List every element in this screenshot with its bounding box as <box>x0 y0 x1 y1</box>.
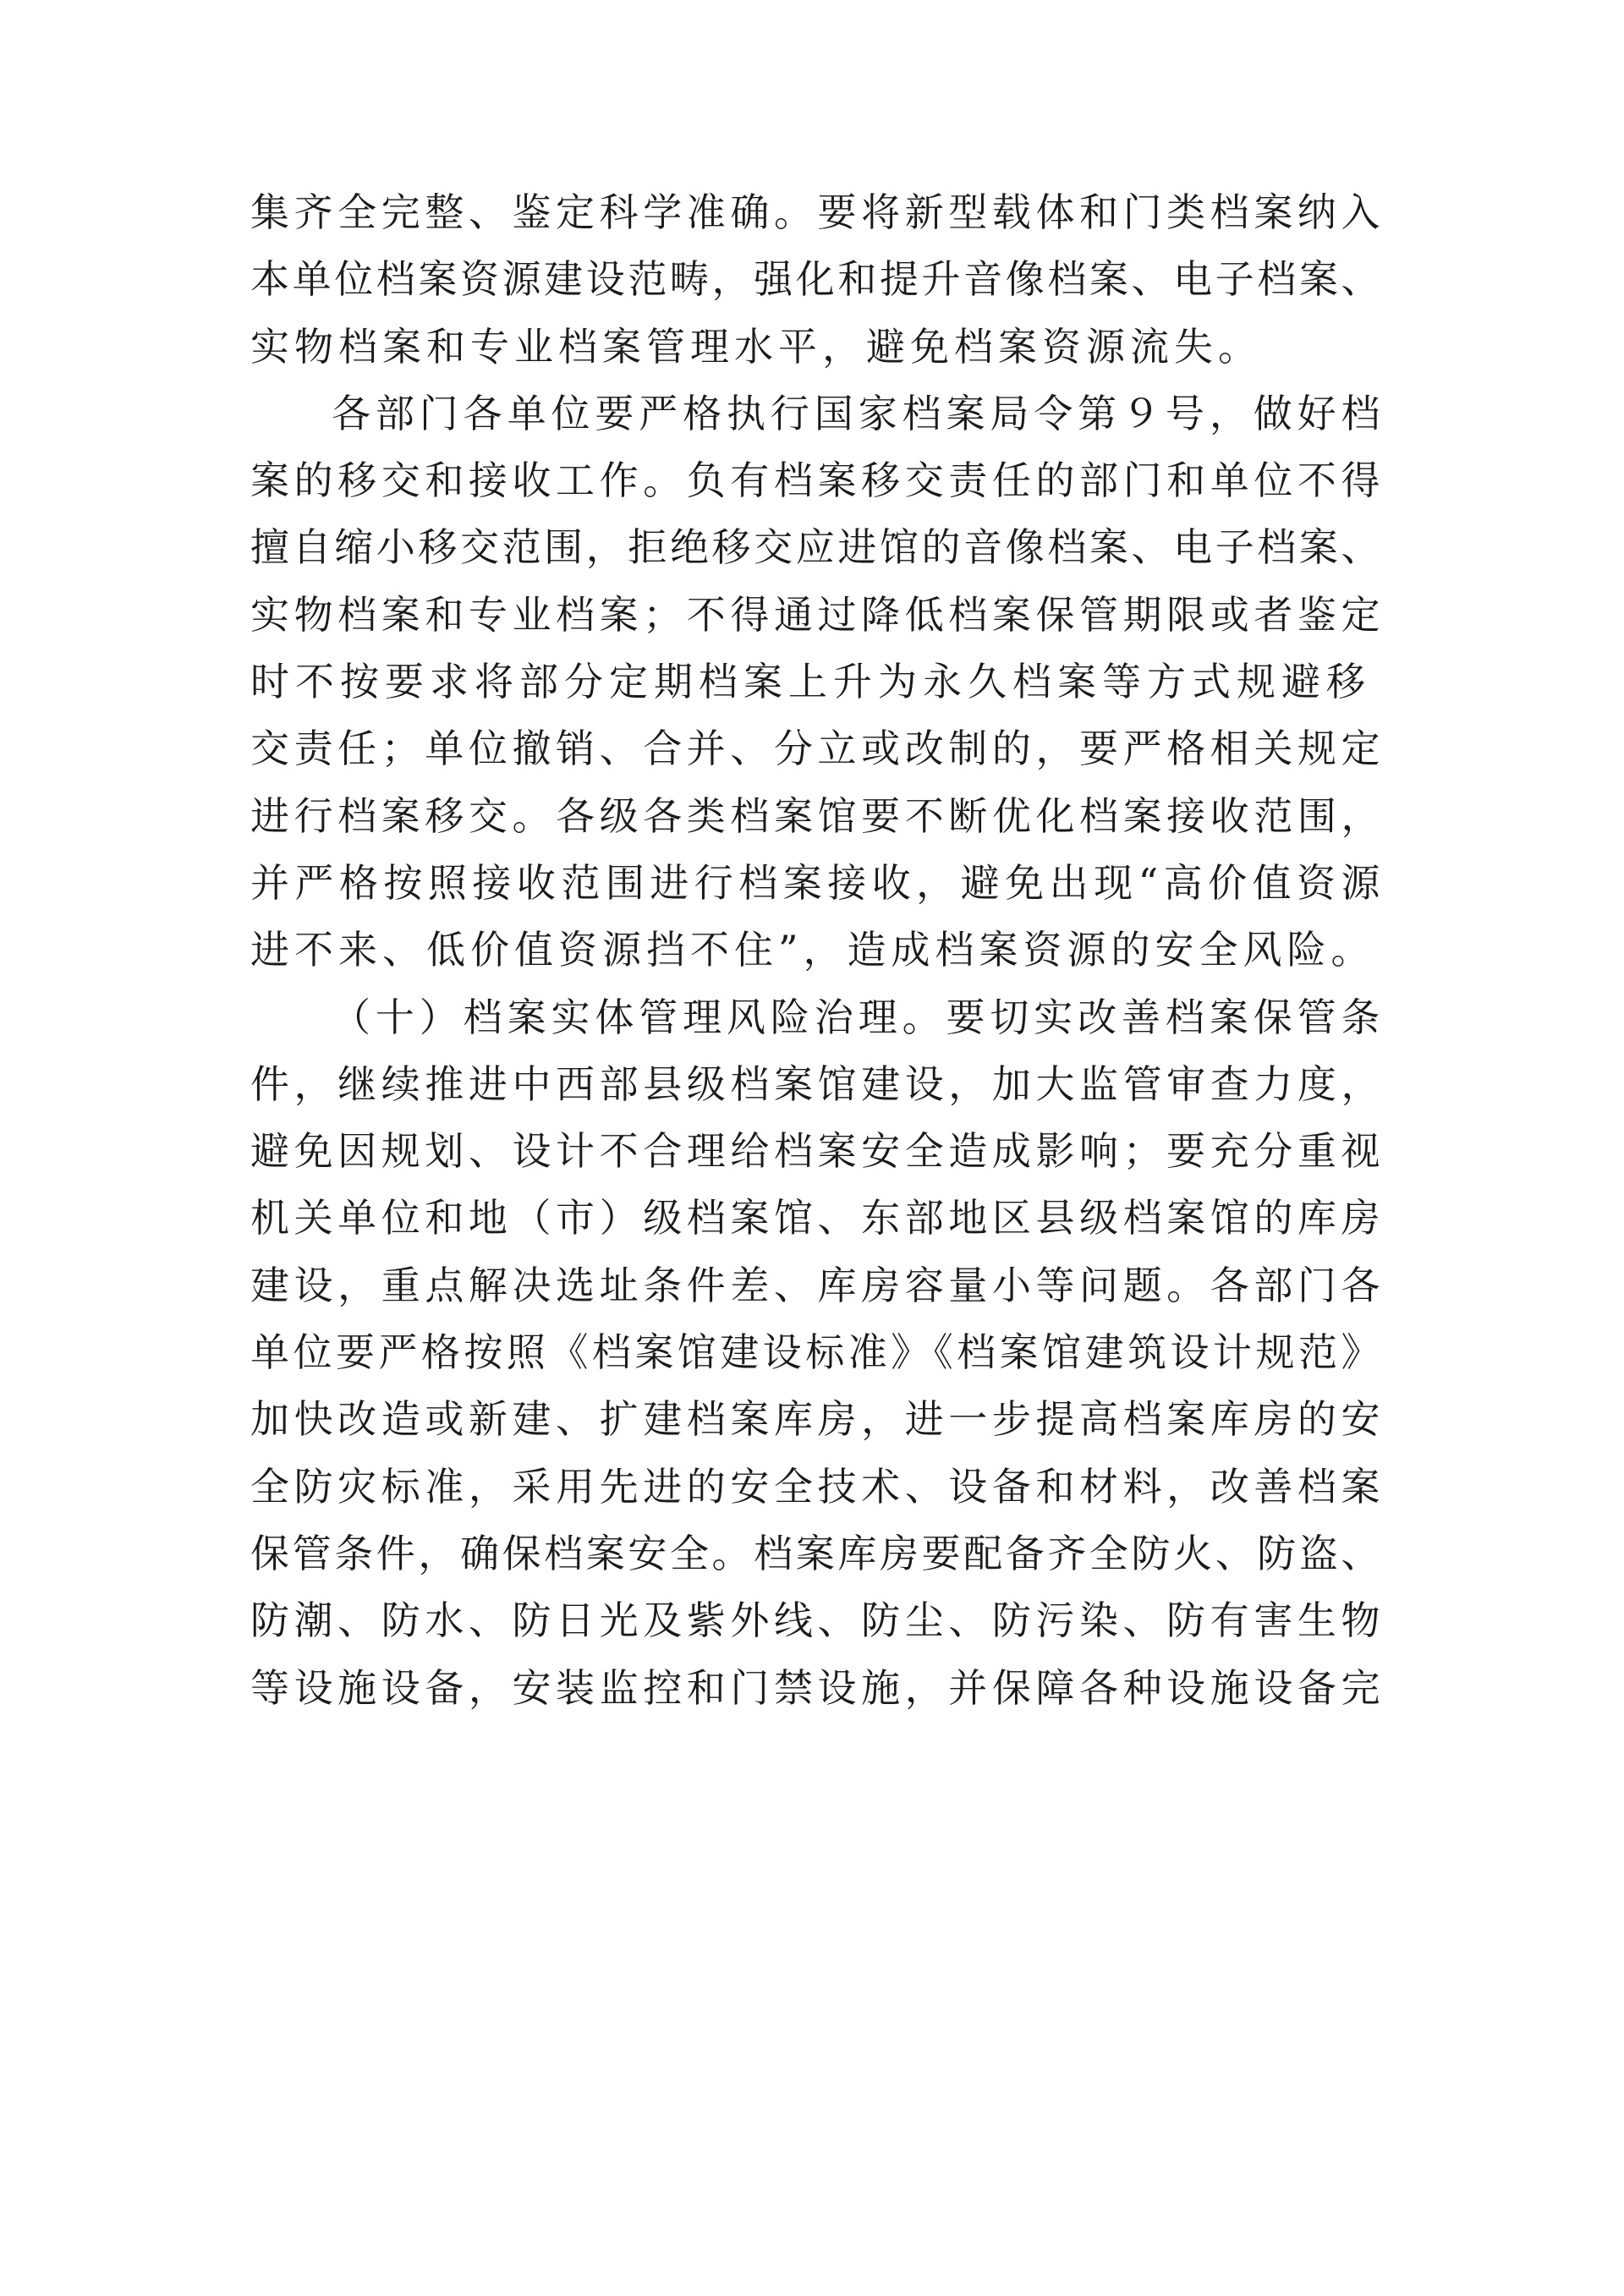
text-line: 实物档案和专业档案管理水平，避免档案资源流失。 <box>250 323 1262 370</box>
text-line: 件，继续推进中西部县级档案馆建设，加大监管审查力度， <box>250 1060 1380 1107</box>
text-line: 单位要严格按照《档案馆建设标准》《档案馆建筑设计规范》 <box>250 1329 1380 1376</box>
text-line: 交责任；单位撤销、合并、分立或改制的，要严格相关规定 <box>250 726 1380 772</box>
text-line: 进不来、低价值资源挡不住”，造成档案资源的安全风险。 <box>250 927 1375 973</box>
text-line: 并严格按照接收范围进行档案接收，避免出现“高价值资源 <box>250 859 1380 906</box>
text-line: 避免因规划、设计不合理给档案安全造成影响；要充分重视 <box>250 1128 1380 1175</box>
text-line: 加快改造或新建、扩建档案库房，进一步提高档案库房的安 <box>250 1396 1380 1443</box>
text-line: 时不按要求将部分定期档案上升为永久档案等方式规避移 <box>250 659 1371 705</box>
body-text <box>250 179 1380 1722</box>
text-line: 进行档案移交。各级各类档案馆要不断优化档案接收范围， <box>250 792 1380 839</box>
section-heading-line: （十）档案实体管理风险治理。要切实改善档案保管条 <box>332 994 1380 1040</box>
paragraph-start-line: 各部门各单位要严格执行国家档案局令第９号，做好档 <box>332 390 1380 436</box>
text-line: 实物档案和专业档案；不得通过降低档案保管期限或者鉴定 <box>250 591 1380 638</box>
text-line: 保管条件，确保档案安全。档案库房要配备齐全防火、防盗、 <box>250 1530 1380 1576</box>
text-line: 案的移交和接收工作。负有档案移交责任的部门和单位不得 <box>250 458 1380 504</box>
text-line: 全防灾标准，采用先进的安全技术、设备和材料，改善档案 <box>250 1463 1380 1510</box>
text-line: 机关单位和地（市）级档案馆、东部地区县级档案馆的库房 <box>250 1195 1380 1241</box>
text-line: 等设施设备，安装监控和门禁设施，并保障各种设施设备完 <box>250 1664 1380 1711</box>
text-line: 防潮、防水、防日光及紫外线、防尘、防污染、防有害生物 <box>250 1597 1380 1644</box>
text-line: 建设，重点解决选址条件差、库房容量小等问题。各部门各 <box>250 1262 1380 1308</box>
text-line: 本单位档案资源建设范畴，强化和提升音像档案、电子档案、 <box>250 256 1380 303</box>
text-line: 擅自缩小移交范围，拒绝移交应进馆的音像档案、电子档案、 <box>250 524 1380 571</box>
text-line: 集齐全完整、鉴定科学准确。要将新型载体和门类档案纳入 <box>250 189 1380 235</box>
